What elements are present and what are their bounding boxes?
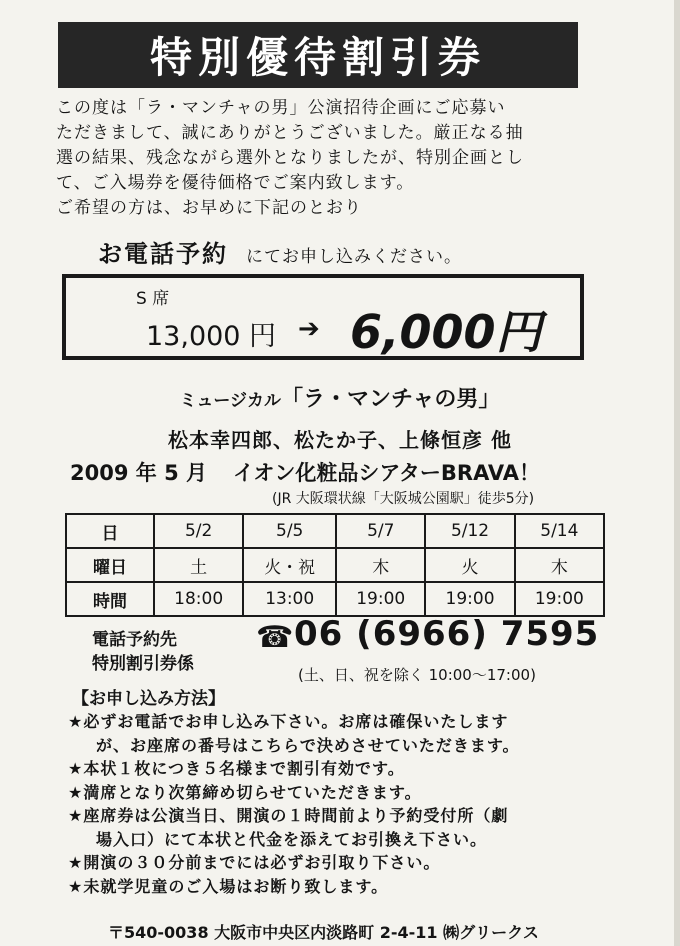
musical-prefix: ミュージカル [179,391,281,411]
date-cell: 5/12 [425,514,514,548]
table-row [66,548,604,582]
phone-reserve-heading: お電話予約 [98,240,228,268]
phone-reserve-line [98,234,462,269]
date-cell: 5/5 [243,514,336,548]
telephone-icon: ☎ [256,620,294,655]
rule-item-continued: が、お座席の番号はこちらで決めさせていただきます。 [96,735,520,755]
footer-address: 〒540-0038 大阪市中央区内淡路町 2-4-11 ㈱グリークス [108,923,539,942]
contact-label-line: 電話予約先 [92,630,177,650]
musical-title-line [0,382,680,413]
performance-month: 2009 年 5 月 [70,461,207,485]
intro-text [56,96,616,221]
table-row [66,514,604,548]
arrow-right-icon: ➔ [298,314,320,344]
time-cell: 18:00 [154,582,243,616]
row-header-time: 時間 [66,582,154,616]
time-cell: 19:00 [336,582,425,616]
price-box [62,274,584,360]
rule-item: ★満席となり次第締め切らせていただきます。 [68,782,422,802]
phone-reserve-suffix: にてお申し込みください。 [246,247,462,267]
intro-line: ただきまして、誠にありがとうございました。厳正なる抽 [56,123,524,143]
contact-label-line: 特別割引券係 [92,654,194,674]
schedule-table [65,513,605,617]
table-row [66,582,604,616]
day-cell: 土 [154,548,243,582]
intro-line: ご希望の方は、お早めに下記のとおり [56,198,362,218]
rules-list [68,710,520,898]
ticket-title: 特別優待割引券 [58,22,578,88]
cast-list: 松本幸四郎、松たか子、上條恒彦 他 [168,428,512,452]
page-edge [674,0,680,946]
date-cell: 5/14 [515,514,604,548]
rule-item: ★座席券は公演当日、開演の１時間前より予約受付所（劇 [68,806,509,825]
contact-label [92,628,194,676]
date-venue-line [70,457,540,487]
rule-item: ★開演の３０分前までには必ずお引取り下さい。 [68,853,441,872]
how-to-apply-heading: 【お申し込み方法】 [72,689,225,709]
day-cell: 木 [336,548,425,582]
intro-line: この度は「ラ・マンチャの男」公演招待企画にご応募い [56,98,506,118]
rule-item: ★本状１枚につき５名様まで割引有効です。 [68,759,405,778]
rule-item: ★必ずお電話でお申し込み下さい。お席は確保いたします [68,712,509,731]
row-header-day: 曜日 [66,548,154,582]
time-cell: 19:00 [425,582,514,616]
day-cell: 火・祝 [243,548,336,582]
date-cell: 5/7 [336,514,425,548]
row-header-date: 日 [66,514,154,548]
rule-item-continued: 場入口）にて本状と代金を添えてお引換え下さい。 [96,829,488,849]
seat-class: S 席 [136,289,170,309]
rule-item: ★未就学児童のご入場はお断り致します。 [68,876,389,896]
venue-name: イオン化粧品シアターBRAVA！ [233,461,540,485]
date-cell: 5/2 [154,514,243,548]
intro-line: 選の結果、残念ながら選外となりましたが、特別企画とし [56,148,524,168]
time-cell: 19:00 [515,582,604,616]
access-info: (JR 大阪環状線「大阪城公園駅」徒歩5分) [272,491,535,507]
musical-title: 「ラ・マンチャの男」 [280,387,501,412]
original-price: 13,000 円 [146,321,277,352]
phone-number: 06 (6966) 7595 [294,614,600,654]
day-cell: 木 [515,548,604,582]
time-cell: 13:00 [243,582,336,616]
day-cell: 火 [425,548,514,582]
discount-price: 6,000円 [350,305,542,359]
phone-hours: (土、日、祝を除く 10:00〜17:00) [298,666,536,684]
intro-line: て、ご入場券を優待価格でご案内致します。 [56,173,415,193]
